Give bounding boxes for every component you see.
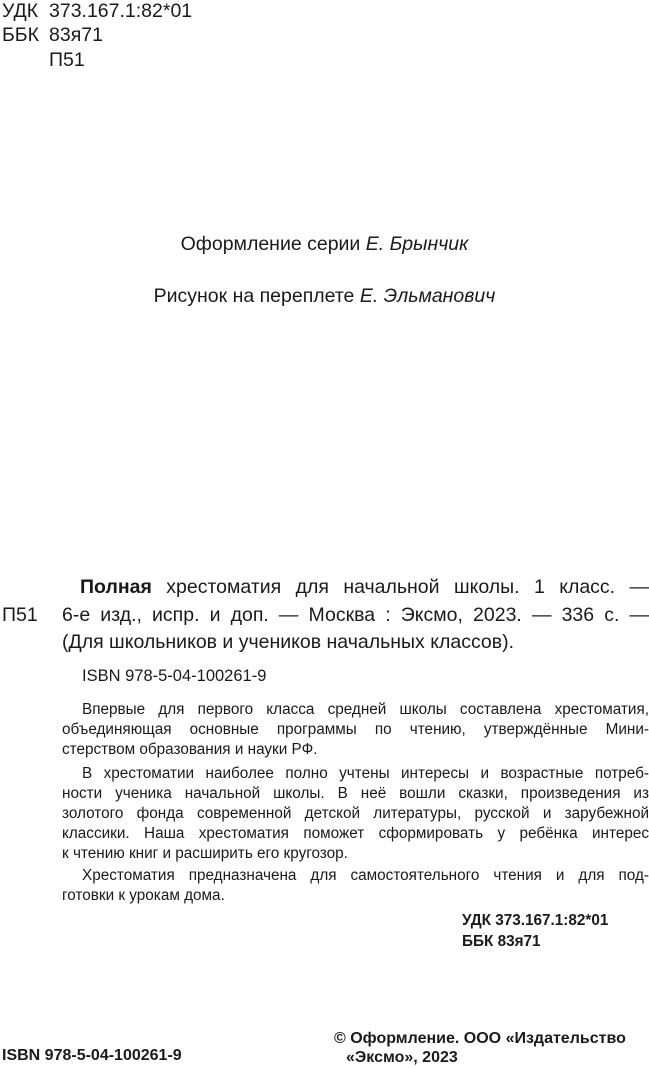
copyright-line-2: «Эксмо», 2023 — [346, 1049, 458, 1066]
annotation-p3-line: готовки к урокам дома. — [62, 887, 225, 904]
annotation-p2-line: В хрестоматии наиболее полно учтены интересы и возрастные потреб- — [82, 765, 649, 782]
annotation-p1-line: стерством образования и науки РФ. — [62, 741, 318, 758]
series-design-text: Оформление серии — [180, 233, 361, 255]
bib-isbn: ISBN 978-5-04-100261-9 — [82, 667, 267, 685]
annotation-p2-line: классики. Наша хрестоматия поможет сформировать у ребёнка интерес — [62, 825, 649, 842]
udk-value: 373.167.1:82*01 — [49, 0, 193, 22]
author-sign: П51 — [49, 49, 85, 71]
bib-line-2: 6-е изд., испр. и доп. — Москва : Эксмо, 2023. — 336 с. — — [62, 604, 649, 626]
bibliographic-record — [62, 576, 649, 653]
bib-line-3: (Для школьников и учеников начальных классов). — [62, 631, 515, 653]
cover-art-name: Е. Эльманович — [359, 285, 496, 307]
copyright-line-1: © Оформление. ООО «Издательство — [334, 1030, 626, 1047]
annotation-p2-line: золотого фонда современной детской литературы, русской и зарубежной — [62, 805, 649, 822]
cover-art-credit — [0, 285, 649, 307]
bbk-label: ББК — [2, 24, 39, 46]
udk-label: УДК — [2, 0, 39, 22]
bib-title-bold: Полная — [80, 576, 152, 598]
annotation-p1-line: Впервые для первого класса средней школы составлена хрестоматия, — [82, 701, 649, 718]
bbk-value: 83я71 — [49, 24, 103, 46]
bib-line-1 — [62, 576, 649, 598]
bib-line-1-rest: хрестоматия для начальной школы. 1 класс. — — [166, 576, 649, 598]
annotation-paragraph-3 — [62, 866, 649, 906]
footer-isbn: ISBN 978-5-04-100261-9 — [2, 1047, 182, 1064]
annotation-p3-line: Хрестоматия предназначена для самостоятельного чтения и для под- — [82, 867, 649, 884]
series-design-credit — [0, 233, 649, 255]
annotation-paragraph-1 — [62, 700, 649, 760]
annotation-p2-line: к чтению книг и расширить его кругозор. — [62, 845, 348, 862]
bottom-udk: УДК 373.167.1:82*01 — [462, 912, 609, 929]
bottom-bbk: ББК 83я71 — [462, 933, 541, 950]
bib-author-sign: П51 — [2, 604, 38, 626]
cover-art-text: Рисунок на переплете — [153, 285, 355, 307]
annotation-p2-line: ности ученика начальной школы. В неё вошли сказки, произведения из — [62, 785, 649, 802]
annotation-paragraph-2 — [62, 764, 649, 864]
series-design-name: Е. Брынчик — [365, 233, 469, 255]
annotation-p1-line: объединяющая основные программы по чтению, утверждённые Мини- — [62, 721, 649, 738]
